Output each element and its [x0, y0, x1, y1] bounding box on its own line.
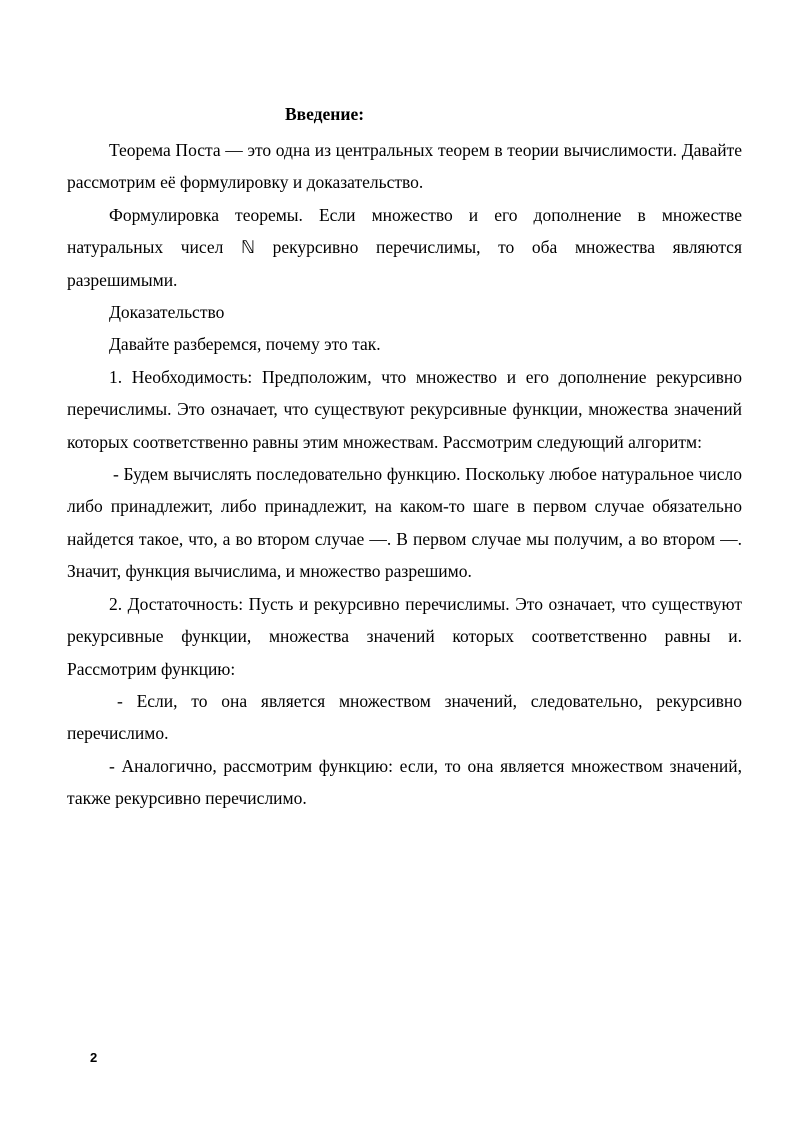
paragraph-intro: Теорема Поста — это одна из центральных теорем в теории вычислимости. Давайте рассмотрим её формулировку и доказательство. [67, 140, 742, 193]
page-number: 2 [90, 1050, 98, 1065]
paragraph-sufficiency: 2. Достаточность: Пусть и рекурсивно перечислимы. Это означает, что существуют рекурсивные функции, множества значений которых соответственно равны и. Рассмотрим функцию: [67, 593, 742, 679]
paragraph-sufficiency-step-2: - Аналогично, рассмотрим функцию: если, то она является множеством значений, также рекурсивно перечислимо. [67, 755, 742, 809]
paragraph-sufficiency-step-1: - Если, то она является множеством значений, следовательно, рекурсивно перечислимо. [67, 690, 742, 744]
section-heading: Введение: [285, 104, 365, 124]
paragraph-necessity: 1. Необходимость: Предположим, что множество и его дополнение рекурсивно перечислимы. Это означает, что существуют рекурсивные функции, множества значений которых соответственно равны этим множествам. Рассмотрим следующий алгоритм: [67, 366, 742, 452]
paragraph-theorem-statement: Формулировка теоремы. Если множество и его дополнение в множестве натуральных чисел ℕ рекурсивно перечислимы, то оба множества являются разрешимыми. [67, 204, 742, 290]
paragraph-proof-lead: Давайте разберемся, почему это так. [109, 334, 381, 355]
paragraph-necessity-step: - Будем вычислять последовательно функцию. Поскольку любое натуральное число либо принадлежит, либо принадлежит, на каком-то шаге в первом случае обязательно найдется такое, что, а во втором случае —. В первом случае мы получим, а во втором —. Значит, функция вычислима, и множество разрешимо. [67, 464, 742, 582]
document-body [67, 134, 742, 815]
paragraph-proof-label: Доказательство [109, 302, 225, 323]
